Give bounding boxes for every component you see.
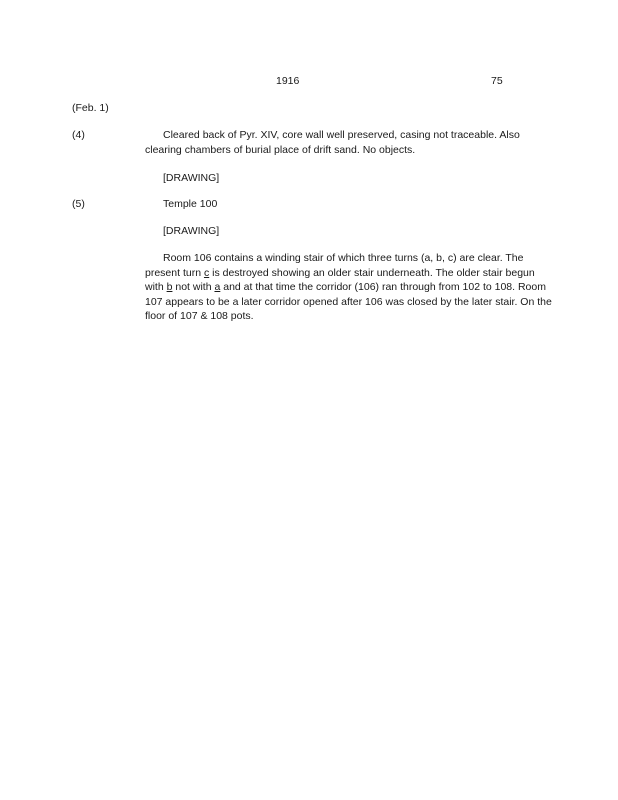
entry-5-title-block — [145, 197, 555, 212]
entry-5-drawing — [145, 224, 555, 239]
drawing-placeholder: [DRAWING] — [163, 172, 220, 184]
page-year: 1916 — [276, 75, 300, 87]
date-note: (Feb. 1) — [72, 102, 109, 114]
entry-4-body — [145, 128, 555, 157]
entry-4-text: Cleared back of Pyr. XIV, core wall well preserved, casing not traceable. Also clearing chambers of burial place of drift sand. No objects. — [145, 129, 520, 156]
underlined-letter-a: a — [214, 281, 221, 293]
underlined-letter-c: c — [203, 266, 210, 279]
entry-5-text — [145, 251, 555, 324]
entry-number-4: (4) — [72, 129, 85, 141]
entry-5-title: Temple 100 — [163, 198, 218, 210]
text-run: not with — [172, 281, 215, 293]
text-run: Room 106 contains a winding stair of which three turns (a, b, c) are clear. The present turn — [145, 252, 524, 279]
entry-number-5: (5) — [72, 198, 85, 210]
page-number: 75 — [491, 75, 503, 87]
underlined-letter-b: b — [166, 281, 173, 293]
drawing-placeholder: [DRAWING] — [163, 225, 220, 237]
text-run: is destroyed showing an older stair underneath. The older stair begun with — [145, 266, 535, 293]
entry-4-drawing — [145, 171, 555, 186]
entry-5-paragraph — [145, 251, 555, 324]
text-run: and at that time the corridor (106) ran through from 102 to 108. Room 107 appears to be a later corridor opened after 106 was closed by the later stair. On the floor of 107 & 108 pots. — [145, 281, 552, 322]
